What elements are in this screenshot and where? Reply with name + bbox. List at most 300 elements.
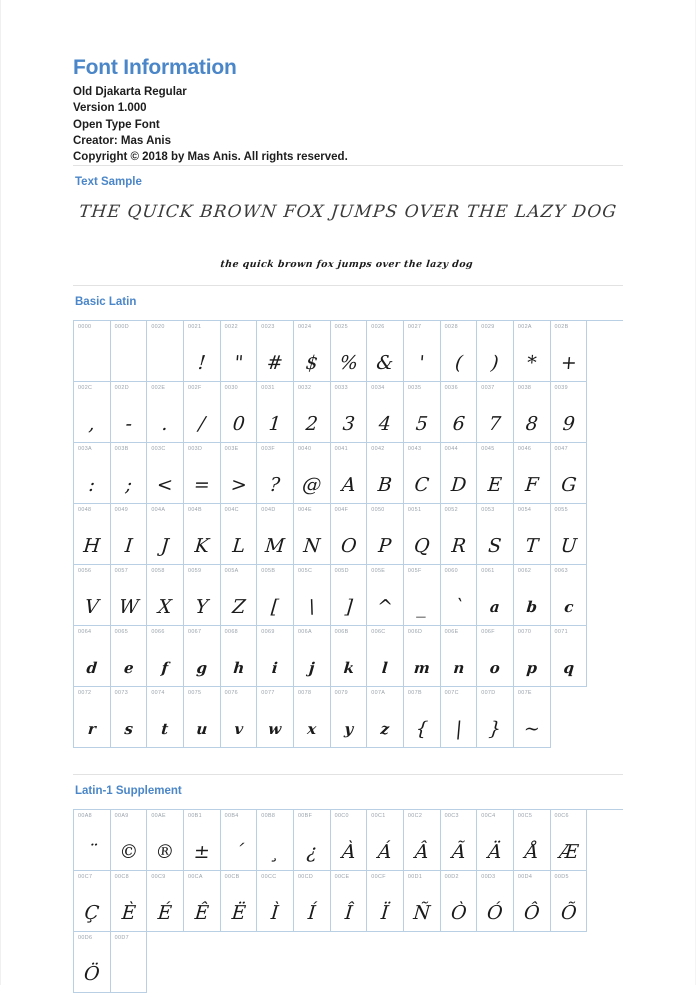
glyph-character: Á bbox=[377, 841, 393, 864]
glyph-cell[interactable] bbox=[111, 932, 148, 993]
glyph-character: É bbox=[157, 902, 174, 925]
glyph-codepoint-label: 0063 bbox=[554, 568, 568, 575]
glyph-codepoint-label: 00C7 bbox=[78, 874, 93, 881]
glyph-cell[interactable] bbox=[111, 871, 148, 932]
glyph-cell[interactable] bbox=[404, 687, 441, 748]
glyph-codepoint-label: 0044 bbox=[444, 446, 458, 453]
glyph-character: ` bbox=[452, 596, 465, 619]
glyph-cell[interactable] bbox=[221, 626, 258, 687]
glyph-cell[interactable] bbox=[441, 382, 478, 443]
glyph-cell[interactable] bbox=[147, 626, 184, 687]
glyph-codepoint-label: 003D bbox=[187, 446, 203, 453]
glyph-codepoint-label: 00D6 bbox=[78, 935, 93, 942]
glyph-cell[interactable] bbox=[367, 626, 404, 687]
glyph-cell[interactable] bbox=[367, 687, 404, 748]
glyph-cell[interactable] bbox=[331, 626, 368, 687]
glyph-cell[interactable] bbox=[367, 443, 404, 504]
glyph-character: / bbox=[197, 413, 206, 436]
glyph-character: a bbox=[489, 598, 501, 617]
glyph-character: 3 bbox=[341, 413, 356, 436]
glyph-codepoint-label: 00C0 bbox=[334, 813, 349, 820]
glyph-cell[interactable] bbox=[111, 382, 148, 443]
glyph-cell[interactable] bbox=[404, 810, 441, 871]
glyph-character: 9 bbox=[561, 413, 576, 436]
glyph-character: Ã bbox=[450, 841, 467, 864]
glyph-character: O bbox=[339, 535, 358, 558]
glyph-character: y bbox=[343, 720, 354, 739]
glyph-cell[interactable] bbox=[477, 810, 514, 871]
glyph-cell[interactable] bbox=[477, 321, 514, 382]
glyph-codepoint-label: 00C6 bbox=[554, 813, 569, 820]
glyph-character: Å bbox=[523, 841, 540, 864]
glyph-character: l bbox=[381, 659, 389, 678]
glyph-cell[interactable] bbox=[257, 565, 294, 626]
meta-font-name: Old Djakarta Regular bbox=[73, 86, 187, 99]
glyph-cell[interactable] bbox=[221, 565, 258, 626]
glyph-codepoint-label: 00C2 bbox=[407, 813, 423, 820]
glyph-codepoint-label: 00C9 bbox=[151, 874, 166, 881]
glyph-codepoint-label: 0023 bbox=[261, 324, 275, 331]
glyph-codepoint-label: 00D5 bbox=[554, 874, 569, 881]
glyph-codepoint-label: 003C bbox=[151, 446, 166, 453]
glyph-cell[interactable] bbox=[257, 382, 294, 443]
glyph-character: " bbox=[233, 352, 244, 375]
glyph-character: ! bbox=[197, 352, 207, 375]
glyph-codepoint-label: 0069 bbox=[261, 629, 275, 636]
glyph-codepoint-label: 00AE bbox=[151, 813, 166, 820]
glyph-cell[interactable] bbox=[441, 810, 478, 871]
glyph-codepoint-label: 0040 bbox=[297, 446, 312, 453]
glyph-codepoint-label: 00D2 bbox=[444, 874, 459, 881]
glyph-cell[interactable] bbox=[331, 382, 368, 443]
glyph-codepoint-label: 00C3 bbox=[444, 813, 459, 820]
glyph-codepoint-label: 0071 bbox=[554, 629, 568, 636]
glyph-cell[interactable] bbox=[147, 871, 184, 932]
glyph-codepoint-label: 0026 bbox=[371, 324, 385, 331]
glyph-cell[interactable] bbox=[257, 321, 294, 382]
glyph-cell[interactable] bbox=[184, 810, 221, 871]
glyph-cell[interactable] bbox=[147, 810, 184, 871]
glyph-codepoint-label: 00D4 bbox=[517, 874, 533, 881]
glyph-codepoint-label: 0050 bbox=[371, 507, 385, 514]
glyph-character: ) bbox=[490, 352, 500, 375]
glyph-cell[interactable] bbox=[294, 687, 331, 748]
glyph-character: Î bbox=[343, 902, 354, 925]
glyph-codepoint-label: 007A bbox=[371, 690, 386, 697]
glyph-cell[interactable] bbox=[514, 382, 551, 443]
glyph-codepoint-label: 00D1 bbox=[407, 874, 423, 881]
glyph-cell[interactable] bbox=[551, 504, 588, 565]
glyph-character: $ bbox=[304, 352, 319, 375]
section-title-latin1-supplement: Latin-1 Supplement bbox=[75, 785, 182, 798]
glyph-character: . bbox=[161, 413, 170, 436]
glyph-cell[interactable] bbox=[477, 565, 514, 626]
glyph-cell[interactable] bbox=[404, 321, 441, 382]
glyph-codepoint-label: 0000 bbox=[78, 324, 92, 331]
glyph-character: 1 bbox=[268, 413, 283, 436]
glyph-character: 4 bbox=[378, 413, 393, 436]
glyph-grid-basic-latin bbox=[73, 320, 623, 748]
glyph-cell[interactable] bbox=[257, 810, 294, 871]
glyph-character: Ï bbox=[380, 902, 390, 925]
glyph-character: t bbox=[160, 720, 170, 739]
glyph-cell[interactable] bbox=[74, 810, 111, 871]
glyph-cell[interactable] bbox=[551, 871, 588, 932]
glyph-codepoint-label: 0078 bbox=[297, 690, 312, 697]
glyph-codepoint-label: 0057 bbox=[114, 568, 129, 575]
glyph-cell[interactable] bbox=[111, 565, 148, 626]
glyph-codepoint-label: 0053 bbox=[481, 507, 495, 514]
glyph-codepoint-label: 0042 bbox=[371, 446, 385, 453]
glyph-cell[interactable] bbox=[477, 382, 514, 443]
glyph-codepoint-label: 0024 bbox=[297, 324, 312, 331]
glyph-cell[interactable] bbox=[257, 687, 294, 748]
glyph-character: w bbox=[267, 720, 283, 739]
glyph-cell[interactable] bbox=[294, 810, 331, 871]
glyph-cell[interactable] bbox=[111, 504, 148, 565]
glyph-character: > bbox=[229, 474, 248, 497]
meta-creator: Creator: Mas Anis bbox=[73, 134, 171, 147]
glyph-cell[interactable] bbox=[514, 687, 551, 748]
glyph-cell[interactable] bbox=[477, 871, 514, 932]
glyph-character: z bbox=[380, 720, 391, 739]
glyph-cell[interactable] bbox=[441, 626, 478, 687]
glyph-cell[interactable] bbox=[367, 504, 404, 565]
glyph-cell[interactable] bbox=[551, 565, 588, 626]
glyph-character: F bbox=[524, 474, 540, 497]
glyph-cell[interactable] bbox=[111, 443, 148, 504]
glyph-character: , bbox=[87, 413, 96, 436]
glyph-codepoint-label: 0056 bbox=[78, 568, 92, 575]
glyph-codepoint-label: 0046 bbox=[517, 446, 532, 453]
glyph-cell[interactable] bbox=[74, 382, 111, 443]
glyph-cell[interactable] bbox=[74, 504, 111, 565]
glyph-grid-latin1-supplement bbox=[73, 809, 623, 993]
glyph-cell[interactable] bbox=[551, 321, 588, 382]
section-title-basic-latin: Basic Latin bbox=[75, 296, 137, 309]
glyph-cell[interactable] bbox=[331, 810, 368, 871]
glyph-codepoint-label: 0030 bbox=[224, 385, 239, 392]
glyph-codepoint-label: 002D bbox=[114, 385, 129, 392]
glyph-character: V bbox=[83, 596, 100, 619]
glyph-codepoint-label: 002F bbox=[187, 385, 202, 392]
glyph-codepoint-label: 002B bbox=[554, 324, 569, 331]
glyph-codepoint-label: 0028 bbox=[444, 324, 458, 331]
glyph-codepoint-label: 004D bbox=[261, 507, 276, 514]
glyph-character: ¿ bbox=[305, 841, 318, 864]
glyph-character: g bbox=[195, 659, 208, 678]
glyph-codepoint-label: 002A bbox=[517, 324, 532, 331]
glyph-codepoint-label: 0059 bbox=[187, 568, 202, 575]
glyph-character: I bbox=[123, 535, 134, 558]
glyph-codepoint-label: 0048 bbox=[78, 507, 92, 514]
glyph-cell[interactable] bbox=[331, 443, 368, 504]
meta-copyright: Copyright © 2018 by Mas Anis. All rights reserved. bbox=[73, 150, 348, 163]
glyph-cell[interactable] bbox=[257, 626, 294, 687]
glyph-codepoint-label: 004A bbox=[151, 507, 166, 514]
glyph-codepoint-label: 00B4 bbox=[224, 813, 239, 820]
glyph-cell[interactable] bbox=[221, 321, 258, 382]
glyph-cell[interactable] bbox=[294, 871, 331, 932]
glyph-cell[interactable] bbox=[441, 443, 478, 504]
glyph-cell[interactable] bbox=[367, 565, 404, 626]
glyph-character: 0 bbox=[231, 413, 246, 436]
glyph-cell[interactable] bbox=[294, 443, 331, 504]
glyph-cell[interactable] bbox=[294, 626, 331, 687]
glyph-cell[interactable] bbox=[404, 871, 441, 932]
glyph-cell[interactable] bbox=[404, 443, 441, 504]
glyph-codepoint-label: 005B bbox=[261, 568, 276, 575]
glyph-character: 8 bbox=[524, 413, 539, 436]
glyph-character: % bbox=[338, 352, 359, 375]
glyph-character: K bbox=[193, 535, 210, 558]
glyph-character: Y bbox=[194, 596, 210, 619]
glyph-codepoint-label: 00D7 bbox=[114, 935, 129, 942]
glyph-character: q bbox=[562, 659, 575, 678]
glyph-codepoint-label: 0051 bbox=[407, 507, 422, 514]
meta-version: Version 1.000 bbox=[73, 102, 147, 115]
glyph-character: Õ bbox=[559, 902, 578, 925]
glyph-cell[interactable] bbox=[367, 382, 404, 443]
glyph-codepoint-label: 0038 bbox=[517, 385, 532, 392]
glyph-codepoint-label: 0074 bbox=[151, 690, 165, 697]
glyph-cell[interactable] bbox=[184, 321, 221, 382]
glyph-character: Ñ bbox=[412, 902, 432, 925]
glyph-character: f bbox=[161, 659, 170, 678]
glyph-codepoint-label: 0068 bbox=[224, 629, 239, 636]
glyph-codepoint-label: 006A bbox=[297, 629, 312, 636]
glyph-codepoint-label: 00A8 bbox=[78, 813, 92, 820]
glyph-cell[interactable] bbox=[367, 321, 404, 382]
glyph-codepoint-label: 004F bbox=[334, 507, 349, 514]
glyph-cell[interactable] bbox=[441, 871, 478, 932]
glyph-character: W bbox=[117, 596, 140, 619]
glyph-cell[interactable] bbox=[331, 871, 368, 932]
glyph-cell[interactable] bbox=[257, 871, 294, 932]
glyph-cell[interactable] bbox=[184, 382, 221, 443]
glyph-codepoint-label: 00BF bbox=[297, 813, 313, 820]
glyph-cell[interactable] bbox=[184, 687, 221, 748]
glyph-codepoint-label: 0035 bbox=[407, 385, 422, 392]
glyph-character: Ô bbox=[522, 902, 541, 925]
glyph-cell[interactable] bbox=[404, 565, 441, 626]
glyph-codepoint-label: 006C bbox=[371, 629, 386, 636]
glyph-codepoint-label: 0021 bbox=[187, 324, 202, 331]
glyph-codepoint-label: 005D bbox=[334, 568, 349, 575]
glyph-cell[interactable] bbox=[74, 626, 111, 687]
glyph-cell[interactable] bbox=[294, 382, 331, 443]
glyph-cell[interactable] bbox=[74, 687, 111, 748]
glyph-cell[interactable] bbox=[331, 504, 368, 565]
glyph-cell[interactable] bbox=[331, 565, 368, 626]
glyph-codepoint-label: 0022 bbox=[224, 324, 239, 331]
glyph-cell[interactable] bbox=[441, 321, 478, 382]
glyph-cell[interactable] bbox=[477, 504, 514, 565]
glyph-codepoint-label: 00CD bbox=[297, 874, 314, 881]
glyph-character: e bbox=[122, 659, 135, 678]
glyph-codepoint-label: 0034 bbox=[371, 385, 385, 392]
glyph-character: 2 bbox=[304, 413, 319, 436]
glyph-codepoint-label: 0067 bbox=[187, 629, 202, 636]
section-title-text-sample: Text Sample bbox=[75, 176, 142, 189]
glyph-cell[interactable] bbox=[551, 382, 588, 443]
glyph-character: Æ bbox=[557, 841, 579, 864]
glyph-codepoint-label: 0075 bbox=[187, 690, 202, 697]
glyph-codepoint-label: 003B bbox=[114, 446, 129, 453]
glyph-cell[interactable] bbox=[551, 810, 588, 871]
glyph-cell[interactable] bbox=[147, 565, 184, 626]
glyph-codepoint-label: 00B1 bbox=[187, 813, 202, 820]
glyph-character: ± bbox=[192, 841, 211, 864]
glyph-cell[interactable] bbox=[441, 687, 478, 748]
glyph-cell[interactable] bbox=[147, 321, 184, 382]
glyph-cell[interactable] bbox=[221, 382, 258, 443]
glyph-codepoint-label: 0036 bbox=[444, 385, 458, 392]
glyph-cell[interactable] bbox=[111, 321, 148, 382]
glyph-cell[interactable] bbox=[257, 443, 294, 504]
glyph-codepoint-label: 004B bbox=[187, 507, 202, 514]
glyph-codepoint-label: 006E bbox=[444, 629, 459, 636]
glyph-cell[interactable] bbox=[221, 810, 258, 871]
glyph-character: C bbox=[413, 474, 430, 497]
glyph-character: ¨ bbox=[86, 841, 98, 864]
glyph-cell[interactable] bbox=[514, 626, 551, 687]
glyph-cell[interactable] bbox=[404, 626, 441, 687]
glyph-codepoint-label: 0025 bbox=[334, 324, 348, 331]
glyph-character: ' bbox=[418, 352, 426, 375]
glyph-cell[interactable] bbox=[74, 871, 111, 932]
sample-uppercase-pangram: THE QUICK BROWN FOX JUMPS OVER THE LAZY DOG bbox=[77, 202, 619, 223]
glyph-cell[interactable] bbox=[184, 871, 221, 932]
glyph-character: M bbox=[264, 535, 286, 558]
glyph-cell[interactable] bbox=[111, 626, 148, 687]
glyph-codepoint-label: 002C bbox=[78, 385, 93, 392]
glyph-cell[interactable] bbox=[441, 504, 478, 565]
glyph-character: B bbox=[377, 474, 394, 497]
glyph-cell[interactable] bbox=[221, 443, 258, 504]
glyph-cell[interactable] bbox=[551, 443, 588, 504]
glyph-cell[interactable] bbox=[147, 443, 184, 504]
glyph-cell[interactable] bbox=[331, 321, 368, 382]
glyph-character: ] bbox=[343, 596, 354, 619]
glyph-character: Â bbox=[413, 841, 430, 864]
glyph-cell[interactable] bbox=[514, 871, 551, 932]
glyph-codepoint-label: 00CA bbox=[187, 874, 203, 881]
glyph-cell[interactable] bbox=[184, 504, 221, 565]
glyph-cell[interactable] bbox=[184, 565, 221, 626]
glyph-cell[interactable] bbox=[184, 443, 221, 504]
glyph-codepoint-label: 0033 bbox=[334, 385, 348, 392]
glyph-cell[interactable] bbox=[331, 687, 368, 748]
glyph-character: ¸ bbox=[269, 841, 281, 864]
glyph-character: 7 bbox=[488, 413, 503, 436]
glyph-cell[interactable] bbox=[257, 504, 294, 565]
glyph-cell[interactable] bbox=[74, 443, 111, 504]
glyph-cell[interactable] bbox=[514, 565, 551, 626]
page-content bbox=[73, 0, 623, 993]
glyph-codepoint-label: 00C4 bbox=[481, 813, 496, 820]
glyph-character: G bbox=[559, 474, 577, 497]
glyph-character: v bbox=[233, 720, 244, 739]
glyph-cell[interactable] bbox=[514, 443, 551, 504]
glyph-character: 5 bbox=[414, 413, 429, 436]
glyph-cell[interactable] bbox=[221, 871, 258, 932]
glyph-character: ® bbox=[154, 841, 176, 864]
glyph-character: = bbox=[192, 474, 211, 497]
glyph-codepoint-label: 005E bbox=[371, 568, 386, 575]
glyph-codepoint-label: 000D bbox=[114, 324, 129, 331]
glyph-cell[interactable] bbox=[477, 443, 514, 504]
grid-spacer bbox=[73, 748, 623, 774]
glyph-cell[interactable] bbox=[74, 321, 111, 382]
glyph-cell[interactable] bbox=[551, 626, 588, 687]
glyph-character: c bbox=[562, 598, 574, 617]
glyph-character: Ç bbox=[83, 902, 101, 925]
glyph-cell[interactable] bbox=[404, 382, 441, 443]
glyph-character: Q bbox=[412, 535, 431, 558]
glyph-cell[interactable] bbox=[294, 321, 331, 382]
glyph-codepoint-label: 0052 bbox=[444, 507, 458, 514]
glyph-character: s bbox=[123, 720, 134, 739]
glyph-codepoint-label: 0062 bbox=[517, 568, 532, 575]
glyph-codepoint-label: 007C bbox=[444, 690, 459, 697]
glyph-cell[interactable] bbox=[147, 382, 184, 443]
glyph-character: h bbox=[232, 659, 245, 678]
glyph-character: ~ bbox=[522, 718, 541, 741]
glyph-character: x bbox=[306, 720, 318, 739]
glyph-codepoint-label: 005F bbox=[407, 568, 422, 575]
glyph-cell[interactable] bbox=[404, 504, 441, 565]
glyph-cell[interactable] bbox=[477, 687, 514, 748]
glyph-character: E bbox=[487, 474, 503, 497]
glyph-cell[interactable] bbox=[147, 687, 184, 748]
glyph-cell[interactable] bbox=[294, 504, 331, 565]
glyph-cell[interactable] bbox=[514, 504, 551, 565]
glyph-cell[interactable] bbox=[477, 626, 514, 687]
glyph-character: p bbox=[525, 659, 538, 678]
glyph-cell[interactable] bbox=[221, 687, 258, 748]
glyph-cell[interactable] bbox=[367, 871, 404, 932]
glyph-cell[interactable] bbox=[221, 504, 258, 565]
glyph-cell[interactable] bbox=[441, 565, 478, 626]
glyph-codepoint-label: 006B bbox=[334, 629, 349, 636]
glyph-codepoint-label: 0032 bbox=[297, 385, 312, 392]
glyph-cell[interactable] bbox=[514, 321, 551, 382]
text-sample-block bbox=[73, 189, 623, 285]
glyph-codepoint-label: 00D3 bbox=[481, 874, 496, 881]
glyph-cell[interactable] bbox=[367, 810, 404, 871]
glyph-character: \ bbox=[307, 596, 316, 619]
glyph-cell[interactable] bbox=[514, 810, 551, 871]
glyph-character: 6 bbox=[451, 413, 466, 436]
glyph-cell[interactable] bbox=[294, 565, 331, 626]
glyph-codepoint-label: 0076 bbox=[224, 690, 239, 697]
glyph-codepoint-label: 0060 bbox=[444, 568, 458, 575]
glyph-cell[interactable] bbox=[74, 565, 111, 626]
glyph-character: ^ bbox=[376, 596, 394, 619]
glyph-codepoint-label: 0043 bbox=[407, 446, 422, 453]
glyph-cell[interactable] bbox=[111, 687, 148, 748]
glyph-character: T bbox=[524, 535, 540, 558]
sample-lowercase-pangram: the quick brown fox jumps over the lazy dog bbox=[219, 259, 474, 271]
glyph-codepoint-label: 00C5 bbox=[517, 813, 533, 820]
glyph-codepoint-label: 006F bbox=[481, 629, 495, 636]
glyph-codepoint-label: 00C8 bbox=[114, 874, 129, 881]
glyph-cell[interactable] bbox=[74, 932, 111, 993]
glyph-cell[interactable] bbox=[147, 504, 184, 565]
glyph-cell[interactable] bbox=[111, 810, 148, 871]
glyph-cell[interactable] bbox=[184, 626, 221, 687]
